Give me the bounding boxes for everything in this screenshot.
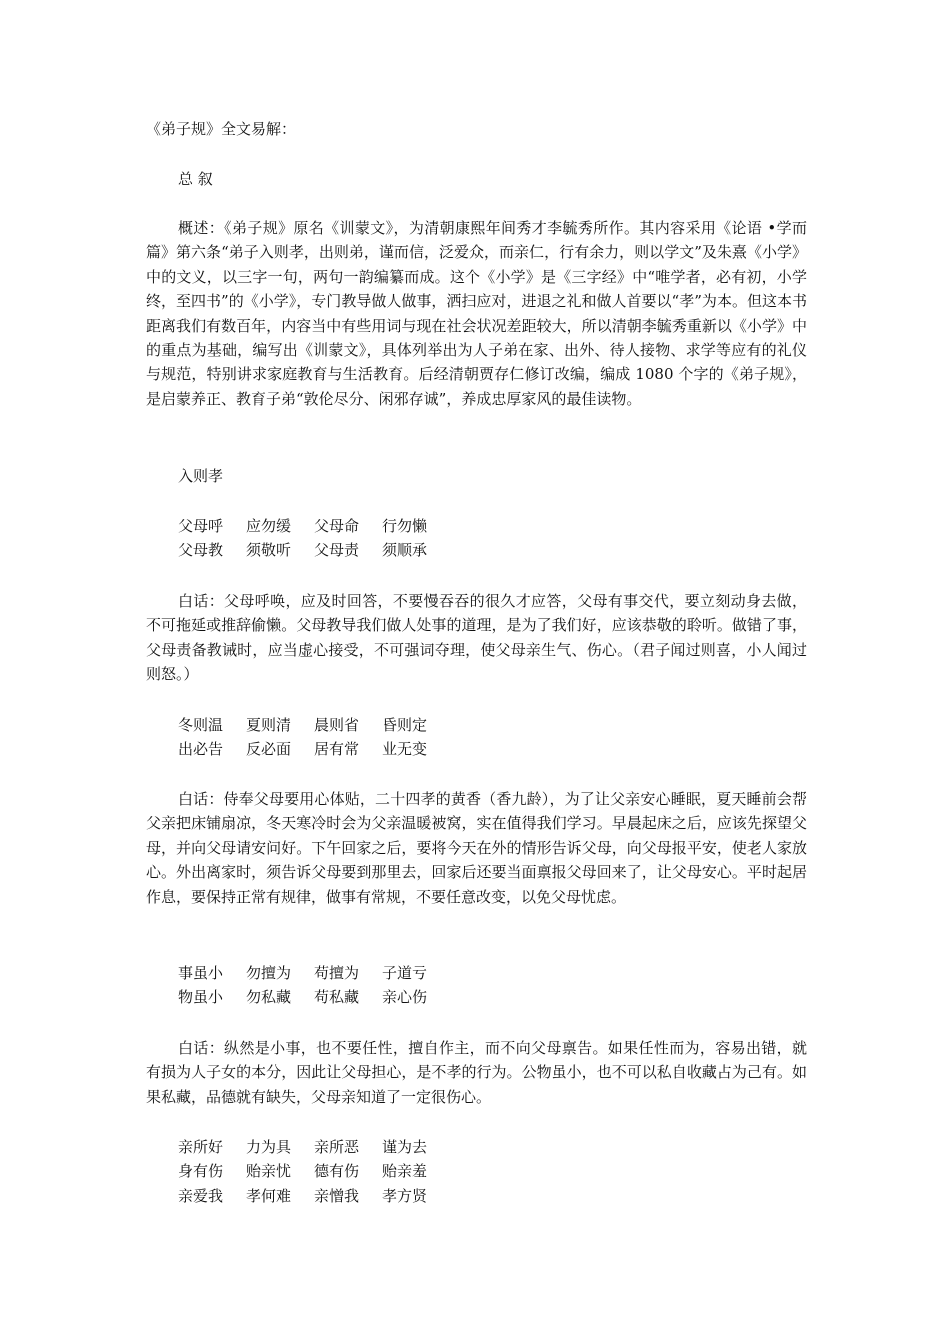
verse-phrase: 晨则省 bbox=[314, 716, 360, 734]
verse-phrase: 夏则清 bbox=[246, 716, 292, 734]
verse-phrase: 亲所恶 bbox=[314, 1138, 360, 1156]
verse-line bbox=[178, 1184, 427, 1208]
verse-phrase: 身有伤 bbox=[178, 1162, 224, 1181]
verse-phrase: 父母责 bbox=[314, 541, 360, 560]
verse-line bbox=[178, 737, 427, 761]
verse-phrase: 贻亲羞 bbox=[382, 1162, 428, 1181]
explanation-paragraph-3: 白话：纵然是小事，也不要任性，擅自作主，而不向父母禀告。如果任性而为，容易出错，就有损为人子女的本分，因此让父母担心，是不孝的行为。公物虽小，也不可以私自收藏占为己有。如果私藏，品德就有缺失，父母亲知道了一定很伤心。 bbox=[146, 1039, 807, 1106]
verse-phrase: 父母命 bbox=[314, 517, 360, 535]
verse-phrase: 居有常 bbox=[314, 740, 360, 759]
verse-phrase: 亲爱我 bbox=[178, 1186, 224, 1205]
verse-phrase: 物虽小 bbox=[178, 988, 224, 1007]
explanation-paragraph-1: 白话：父母呼唤，应及时回答，不要慢吞吞的很久才应答，父母有事交代，要立刻动身去做，不可拖延或推辞偷懒。父母教导我们做人处事的道理，是为了我们好，应该恭敬的聆听。做错了事，父母责备教诫时，应当虚心接受，不可强词夺理，使父母亲生气、伤心。（君子闻过则喜，小人闻过则怒。） bbox=[146, 592, 807, 684]
verse-block-3 bbox=[178, 961, 427, 1010]
verse-phrase: 出必告 bbox=[178, 740, 224, 759]
verse-phrase: 亲憎我 bbox=[314, 1186, 360, 1205]
verse-line bbox=[178, 538, 427, 562]
verse-line bbox=[178, 514, 427, 538]
verse-phrase: 冬则温 bbox=[178, 716, 224, 734]
verse-phrase: 苟擅为 bbox=[314, 964, 360, 982]
verse-phrase: 贻亲忧 bbox=[246, 1162, 292, 1181]
document-title: 《弟子规》全文易解： bbox=[146, 120, 297, 138]
verse-phrase: 须敬听 bbox=[246, 541, 292, 560]
verse-line bbox=[178, 1159, 427, 1183]
verse-phrase: 勿擅为 bbox=[246, 964, 292, 982]
verse-phrase: 亲心伤 bbox=[382, 988, 428, 1007]
verse-line bbox=[178, 985, 427, 1009]
verse-phrase: 应勿缓 bbox=[246, 517, 292, 535]
overview-paragraph: 概述：《弟子规》原名《训蒙文》，为清朝康熙年间秀才李毓秀所作。其内容采用《论语 •学而篇》第六条“弟子入则孝，出则弟，谨而信，泛爱众，而亲仁，行有余力，则以学文”及朱熹《小学》中的文义，以三字一句，两句一韵编纂而成。这个《小学》是《三字经》中“唯学者，必有初，小学终，至四书”的《小学》，专门教导做人做事，洒扫应对，进退之礼和做人首要以“孝”为本。但这本书距离我们有数百年，内容当中有些用词与现在社会状况差距较大，所以清朝李毓秀重新以《小学》中的重点为基础，编写出《训蒙文》，具体列举出为人子弟在家、出外、待人接物、求学等应有的礼仪与规范，特别讲求家庭教育与生活教育。后经清朝贾存仁修订改编，编成 1080 个字的《弟子规》，是启蒙养正、教育子弟“敦伦尽分、闲邪存诚”，养成忠厚家风的最佳读物。 bbox=[146, 219, 807, 408]
verse-block-4 bbox=[178, 1135, 427, 1208]
verse-line bbox=[178, 713, 427, 737]
verse-phrase: 事虽小 bbox=[178, 964, 224, 982]
verse-phrase: 孝方贤 bbox=[382, 1186, 428, 1205]
verse-phrase: 行勿懒 bbox=[382, 517, 428, 535]
verse-phrase: 勿私藏 bbox=[246, 988, 292, 1007]
verse-phrase: 谨为去 bbox=[382, 1138, 428, 1156]
verse-phrase: 力为具 bbox=[246, 1138, 292, 1156]
verse-phrase: 苟私藏 bbox=[314, 988, 360, 1007]
verse-phrase: 须顺承 bbox=[382, 541, 428, 560]
verse-phrase: 亲所好 bbox=[178, 1138, 224, 1156]
verse-block-2 bbox=[178, 713, 427, 762]
verse-phrase: 反必面 bbox=[246, 740, 292, 759]
verse-phrase: 父母教 bbox=[178, 541, 224, 560]
verse-phrase: 业无变 bbox=[382, 740, 428, 759]
verse-line bbox=[178, 1135, 427, 1159]
verse-block-1 bbox=[178, 514, 427, 563]
verse-phrase: 父母呼 bbox=[178, 517, 224, 535]
verse-phrase: 昏则定 bbox=[382, 716, 428, 734]
heading-ru-ze-xiao: 入则孝 bbox=[178, 467, 224, 485]
verse-line bbox=[178, 961, 427, 985]
verse-phrase: 德有伤 bbox=[314, 1162, 360, 1181]
verse-phrase: 子道亏 bbox=[382, 964, 428, 982]
verse-phrase: 孝何难 bbox=[246, 1186, 292, 1205]
explanation-paragraph-2: 白话：侍奉父母要用心体贴，二十四孝的黄香（香九龄），为了让父亲安心睡眠，夏天睡前会帮父亲把床铺扇凉，冬天寒冷时会为父亲温暖被窝，实在值得我们学习。早晨起床之后，应该先探望父母，并向父母请安问好。下午回家之后，要将今天在外的情形告诉父母，向父母报平安，使老人家放心。外出离家时，须告诉父母要到那里去，回家后还要当面禀报父母回来了，让父母安心。平时起居作息，要保持正常有规律，做事有常规，不要任意改变，以免父母忧虑。 bbox=[146, 790, 807, 906]
heading-general: 总 叙 bbox=[178, 170, 213, 188]
